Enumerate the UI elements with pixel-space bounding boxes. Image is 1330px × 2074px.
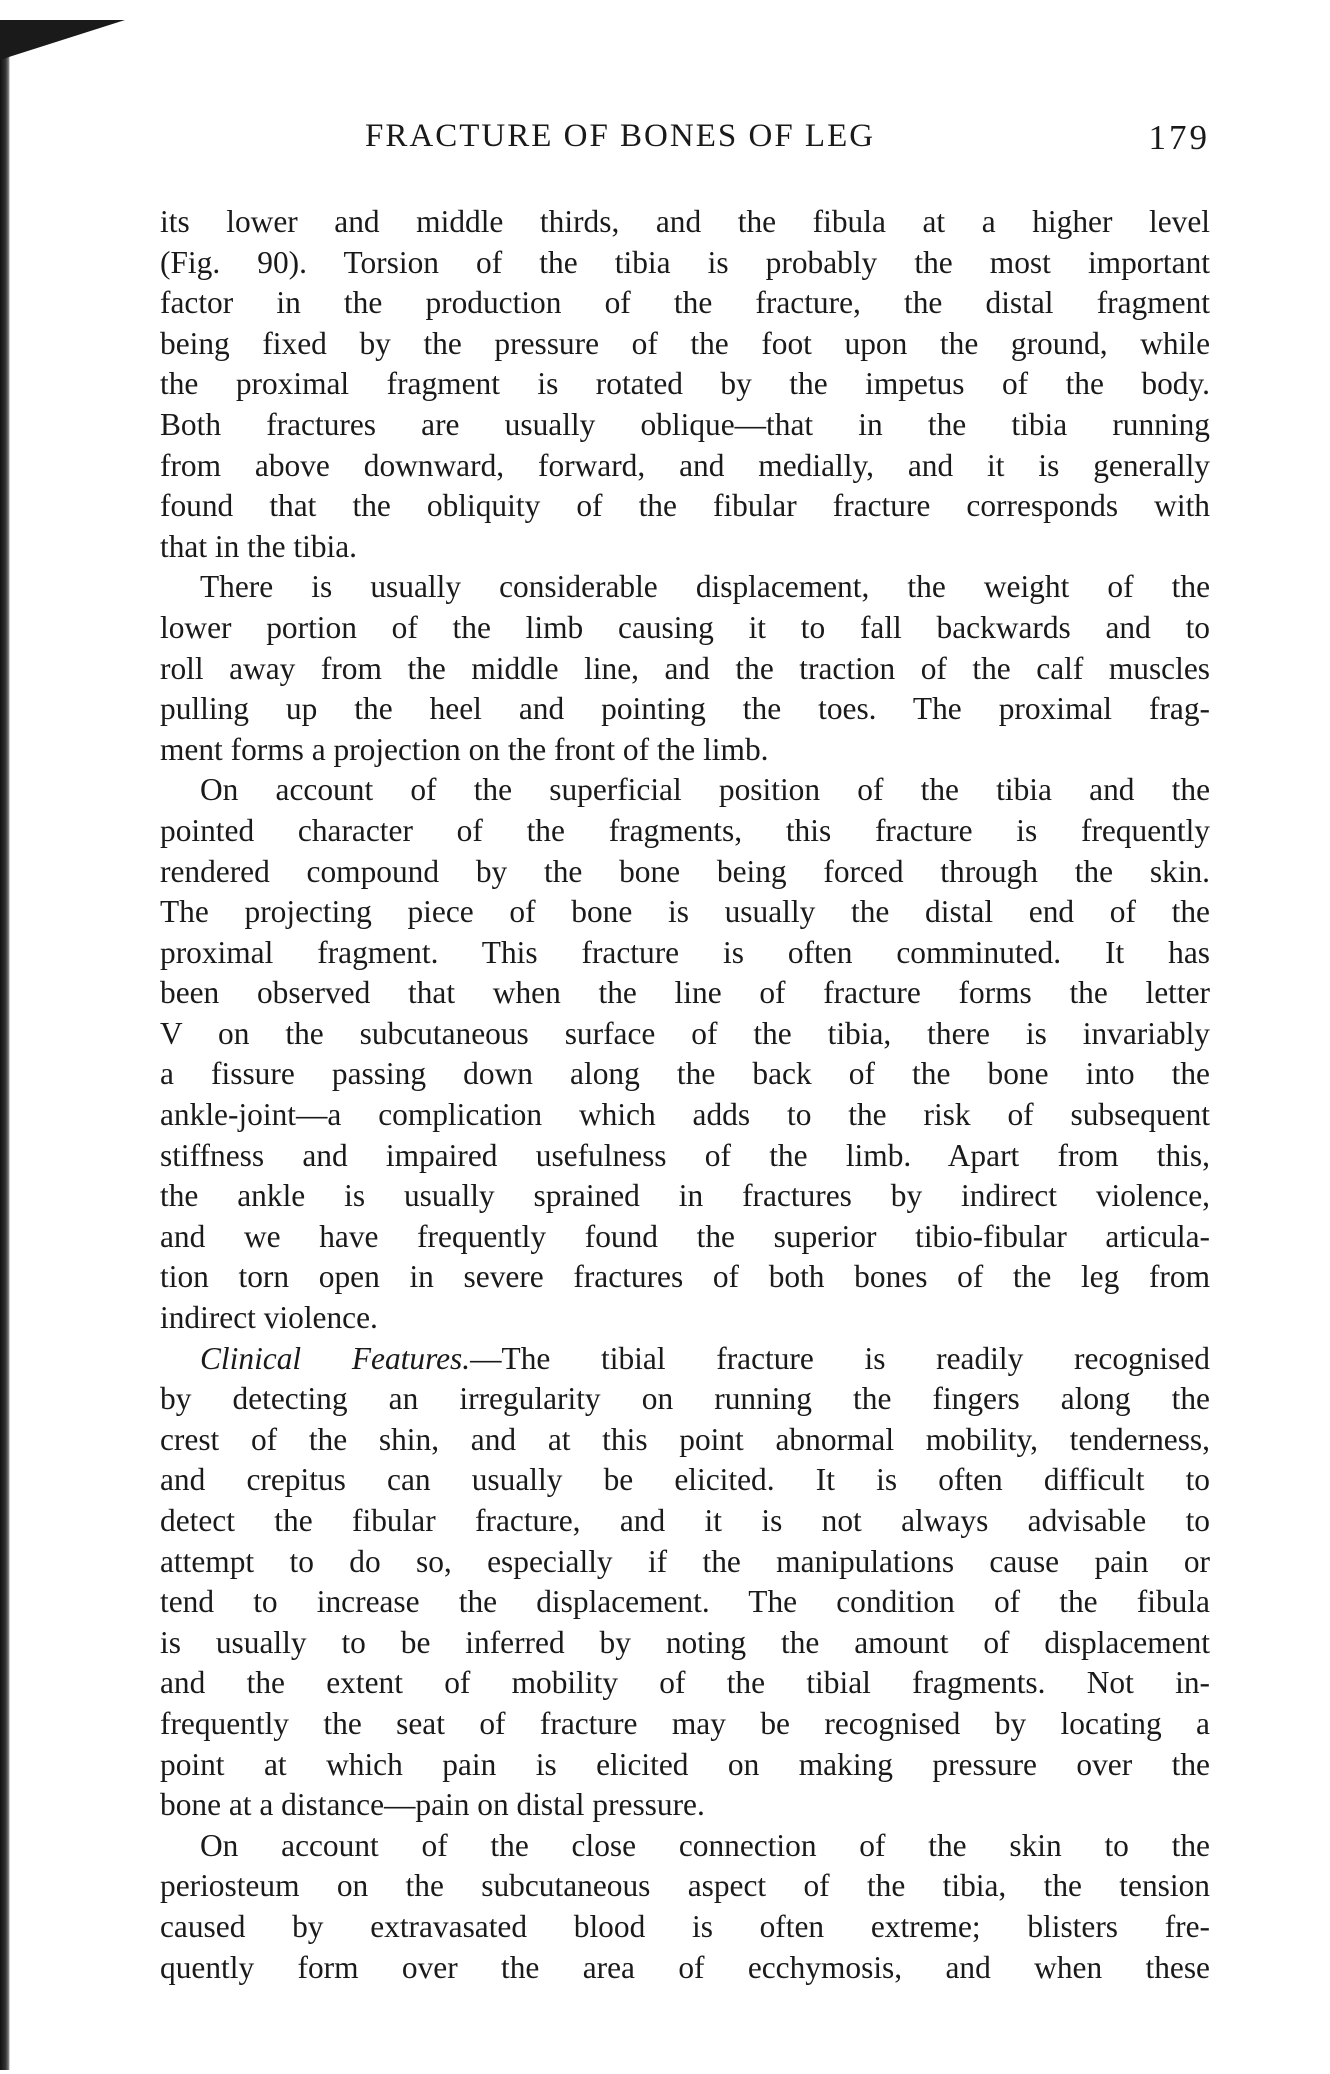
running-title: FRACTURE OF BONES OF LEG <box>365 118 876 154</box>
text-line: that in the tibia. <box>160 528 358 564</box>
text-line: ankle-joint—a complication which adds to the risk of subsequent <box>160 1097 1210 1133</box>
text-line: On account of the superficial position of the tibia and the <box>200 772 1210 808</box>
text-line: roll away from the middle line, and the traction of the calf muscles <box>160 650 1210 686</box>
text-line: is usually to be inferred by noting the amount of displacement <box>160 1624 1210 1660</box>
text-line: attempt to do so, especially if the manipulations cause pain or <box>160 1543 1210 1579</box>
text-line: from above downward, forward, and medially, and it is generally <box>160 447 1210 483</box>
text-line: rendered compound by the bone being forced through the skin. <box>160 853 1210 889</box>
text-line: being fixed by the pressure of the foot upon the ground, while <box>160 325 1210 361</box>
text-line: point at which pain is elicited on making pressure over the <box>160 1746 1210 1782</box>
text-line: periosteum on the subcutaneous aspect of the tibia, the tension <box>160 1868 1210 1904</box>
text-line: factor in the production of the fracture, the distal fragment <box>160 285 1210 321</box>
text-line: its lower and middle thirds, and the fibula at a higher level <box>160 204 1210 239</box>
page-number: 179 <box>1148 118 1210 157</box>
body-text <box>160 202 1210 1988</box>
text-line: been observed that when the line of fracture forms the letter <box>160 975 1210 1011</box>
text-line: found that the obliquity of the fibular fracture corresponds with <box>160 488 1210 524</box>
text-line: caused by extravasated blood is often extreme; blisters fre- <box>160 1908 1210 1944</box>
text-line: bone at a distance—pain on distal pressure. <box>160 1787 705 1823</box>
text-line: crest of the shin, and at this point abnormal mobility, tenderness, <box>160 1421 1210 1457</box>
paragraph-3 <box>160 770 1210 1338</box>
paragraph-5 <box>160 1826 1210 1988</box>
paragraph-2 <box>160 567 1210 770</box>
text-line: ment forms a projection on the front of the limb. <box>160 731 769 767</box>
text-line: and crepitus can usually be elicited. It is often difficult to <box>160 1462 1210 1498</box>
binding-edge <box>0 30 10 2070</box>
text-line <box>160 1339 1210 1380</box>
text-line: and the extent of mobility of the tibial fragments. Not in- <box>160 1665 1210 1701</box>
text-line: by detecting an irregularity on running the fingers along the <box>160 1381 1210 1417</box>
section-heading-clinical-features: Clinical Features. <box>200 1340 471 1376</box>
text-line: the ankle is usually sprained in fractures by indirect violence, <box>160 1178 1210 1214</box>
paragraph-1 <box>160 202 1210 567</box>
text-line: the proximal fragment is rotated by the impetus of the body. <box>160 366 1210 402</box>
text-line: The projecting piece of bone is usually the distal end of the <box>160 894 1210 930</box>
text-line: tend to increase the displacement. The condition of the fibula <box>160 1584 1210 1620</box>
text-line: pulling up the heel and pointing the toes. The proximal frag- <box>160 691 1210 727</box>
text-line: pointed character of the fragments, this fracture is frequently <box>160 812 1210 848</box>
text-run: —The tibial fracture is readily recognised <box>470 1340 1210 1376</box>
text-line: stiffness and impaired usefulness of the limb. Apart from this, <box>160 1137 1210 1173</box>
text-line: lower portion of the limb causing it to fall backwards and to <box>160 609 1210 645</box>
text-line: and we have frequently found the superior tibio-fibular articula- <box>160 1218 1210 1254</box>
running-head <box>160 118 1210 168</box>
text-line: a fissure passing down along the back of the bone into the <box>160 1056 1210 1092</box>
text-line: V on the subcutaneous surface of the tibia, there is invariably <box>160 1015 1210 1051</box>
text-line: Both fractures are usually oblique—that in the tibia running <box>160 406 1210 442</box>
text-line: tion torn open in severe fractures of both bones of the leg from <box>160 1259 1210 1295</box>
paragraph-4 <box>160 1339 1210 1826</box>
text-line: detect the fibular fracture, and it is not always advisable to <box>160 1503 1210 1538</box>
text-line: (Fig. 90). Torsion of the tibia is probably the most important <box>160 244 1210 280</box>
text-line: proximal fragment. This fracture is often comminuted. It has <box>160 934 1210 970</box>
page-corner-mark <box>0 20 125 60</box>
text-line: There is usually considerable displacement, the weight of the <box>200 569 1210 605</box>
text-line: On account of the close connection of the skin to the <box>200 1827 1210 1863</box>
text-line: indirect violence. <box>160 1300 378 1336</box>
text-line: frequently the seat of fracture may be recognised by locating a <box>160 1705 1210 1741</box>
text-line: quently form over the area of ecchymosis, and when these <box>160 1949 1210 1985</box>
